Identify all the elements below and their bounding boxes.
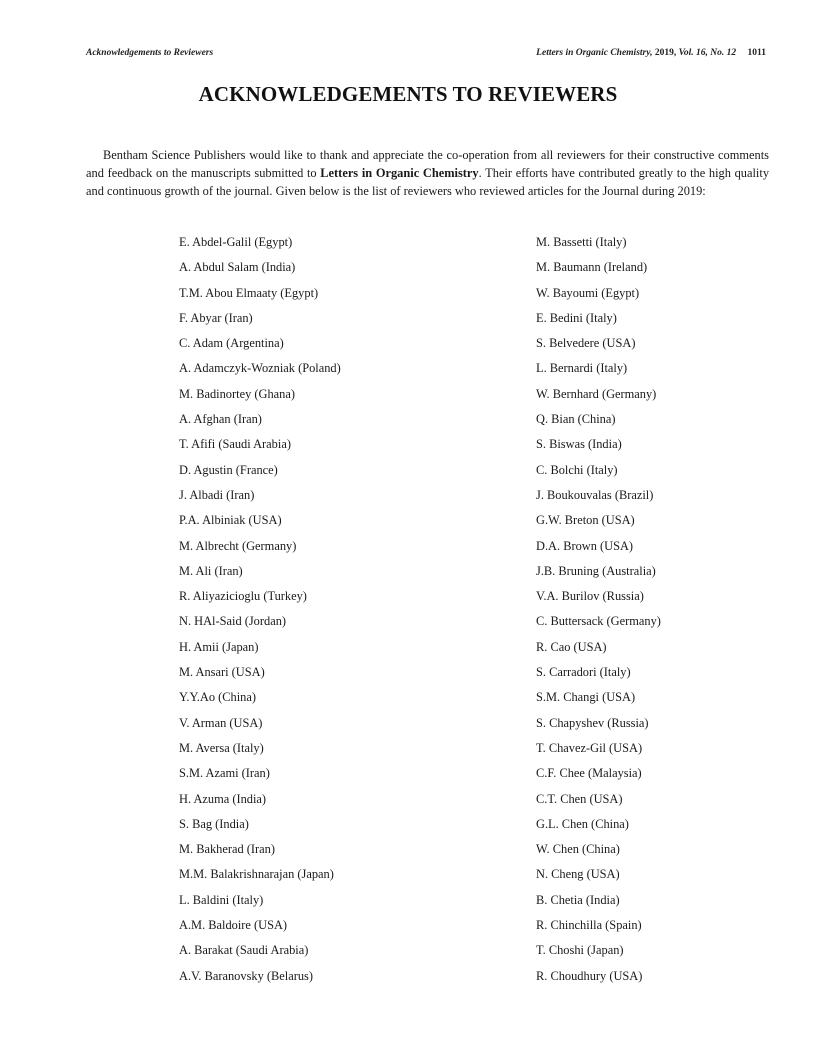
reviewer-entry: M. Albrecht (Germany): [179, 538, 297, 553]
reviewer-entry: S. Belvedere (USA): [536, 336, 636, 351]
reviewer-entry: S. Bag (India): [179, 816, 249, 831]
reviewer-entry: W. Bayoumi (Egypt): [536, 285, 640, 300]
reviewer-entry: C.T. Chen (USA): [536, 791, 623, 806]
reviewer-entry: E. Bedini (Italy): [536, 310, 617, 325]
reviewer-entry: E. Abdel-Galil (Egypt): [179, 235, 293, 249]
reviewer-entry: J.B. Bruning (Australia): [536, 563, 656, 578]
reviewer-entry: T. Afifi (Saudi Arabia): [179, 437, 291, 452]
reviewer-entry: C.F. Chee (Malaysia): [536, 766, 642, 781]
reviewer-entry: L. Bernardi (Italy): [536, 361, 628, 376]
reviewer-entry: D. Agustin (France): [179, 462, 278, 477]
reviewer-entry: L. Baldini (Italy): [179, 892, 264, 907]
page-number: 1011: [747, 48, 766, 58]
reviewer-entry: M. Bassetti (Italy): [536, 235, 627, 249]
reviewer-entry: R. Chinchilla (Spain): [536, 918, 642, 933]
reviewer-entry: M. Badinortey (Ghana): [179, 386, 295, 401]
reviewer-entry: R. Aliyazicioglu (Turkey): [179, 589, 307, 604]
reviewer-entry: W. Chen (China): [536, 842, 620, 857]
reviewer-entry: P.A. Albiniak (USA): [179, 513, 282, 528]
reviewer-entry: T. Chavez-Gil (USA): [536, 740, 643, 755]
reviewer-entry: A. Abdul Salam (India): [179, 260, 296, 275]
reviewer-entry: A.V. Baranovsky (Belarus): [179, 968, 313, 983]
reviewer-list-left: [179, 234, 341, 993]
reviewer-entry: T.M. Abou Elmaaty (Egypt): [179, 285, 319, 300]
reviewer-entry: M. Baumann (Ireland): [536, 260, 648, 275]
reviewer-entry: S.M. Azami (Iran): [179, 766, 270, 781]
reviewer-entry: A.M. Baldoire (USA): [179, 918, 288, 933]
journal-name-bold: Letters in Organic Chemistry: [320, 166, 479, 181]
reviewer-entry: S. Biswas (India): [536, 437, 622, 452]
reviewer-entry: M. Ali (Iran): [179, 563, 243, 578]
reviewer-entry: C. Bolchi (Italy): [536, 462, 618, 477]
reviewer-entry: M. Aversa (Italy): [179, 740, 264, 755]
journal-volume: Vol. 16, No. 12: [678, 48, 737, 58]
reviewer-entry: H. Amii (Japan): [179, 639, 259, 654]
journal-year: 2019,: [654, 48, 677, 58]
reviewer-entry: G.L. Chen (China): [536, 816, 629, 831]
reviewer-entry: R. Cao (USA): [536, 639, 607, 654]
reviewer-entry: S. Carradori (Italy): [536, 665, 631, 680]
journal-name: Letters in Organic Chemistry,: [536, 48, 653, 58]
reviewer-entry: M. Bakherad (Iran): [179, 842, 275, 857]
reviewer-entry: S. Chapyshev (Russia): [536, 715, 649, 730]
reviewer-entry: M. Ansari (USA): [179, 665, 265, 680]
intro-text-before: Bentham Science Publishers would like to thank and appreciate the co-operation from all reviewers for their constructive comments and feedback on the manuscripts submitted to: [86, 148, 769, 181]
intro-paragraph: [86, 146, 769, 201]
reviewer-entry: Y.Y.Ao (China): [179, 690, 256, 705]
reviewer-entry: C. Adam (Argentina): [179, 336, 284, 351]
reviewer-entry: W. Bernhard (Germany): [536, 386, 657, 401]
reviewer-entry: C. Buttersack (Germany): [536, 614, 661, 629]
reviewer-entry: N. HAl-Said (Jordan): [179, 614, 287, 629]
section-label: Acknowledgements to Reviewers: [86, 48, 214, 58]
reviewer-entry: A. Afghan (Iran): [179, 412, 262, 427]
reviewer-entry: H. Azuma (India): [179, 791, 267, 806]
reviewer-entry: V. Arman (USA): [179, 715, 263, 730]
reviewer-entry: T. Choshi (Japan): [536, 943, 624, 958]
reviewer-entry: D.A. Brown (USA): [536, 538, 634, 553]
reviewer-entry: F. Abyar (Iran): [179, 310, 253, 325]
reviewer-list-right: [536, 234, 661, 993]
reviewer-entry: R. Choudhury (USA): [536, 968, 643, 983]
reviewer-entry: V.A. Burilov (Russia): [536, 589, 644, 604]
journal-citation: [536, 48, 766, 58]
reviewer-entry: Q. Bian (China): [536, 412, 616, 427]
reviewer-entry: G.W. Breton (USA): [536, 513, 635, 528]
reviewer-entry: A. Barakat (Saudi Arabia): [179, 943, 309, 958]
page-title: ACKNOWLEDGEMENTS TO REVIEWERS: [198, 82, 618, 106]
intro-text-after: . Their efforts have contributed greatly to the high quality and continuous growth of the journal. Given below is the list of reviewers who reviewed articles for the Journal during 2019:: [86, 166, 770, 199]
reviewer-entry: J. Boukouvalas (Brazil): [536, 487, 654, 502]
reviewer-entry: S.M. Changi (USA): [536, 690, 636, 705]
reviewer-entry: B. Chetia (India): [536, 892, 620, 907]
reviewer-entry: J. Albadi (Iran): [179, 487, 255, 502]
reviewer-entry: A. Adamczyk-Wozniak (Poland): [179, 361, 341, 376]
reviewer-entry: N. Cheng (USA): [536, 867, 620, 882]
running-header: [86, 48, 766, 62]
reviewer-entry: M.M. Balakrishnarajan (Japan): [179, 867, 334, 882]
